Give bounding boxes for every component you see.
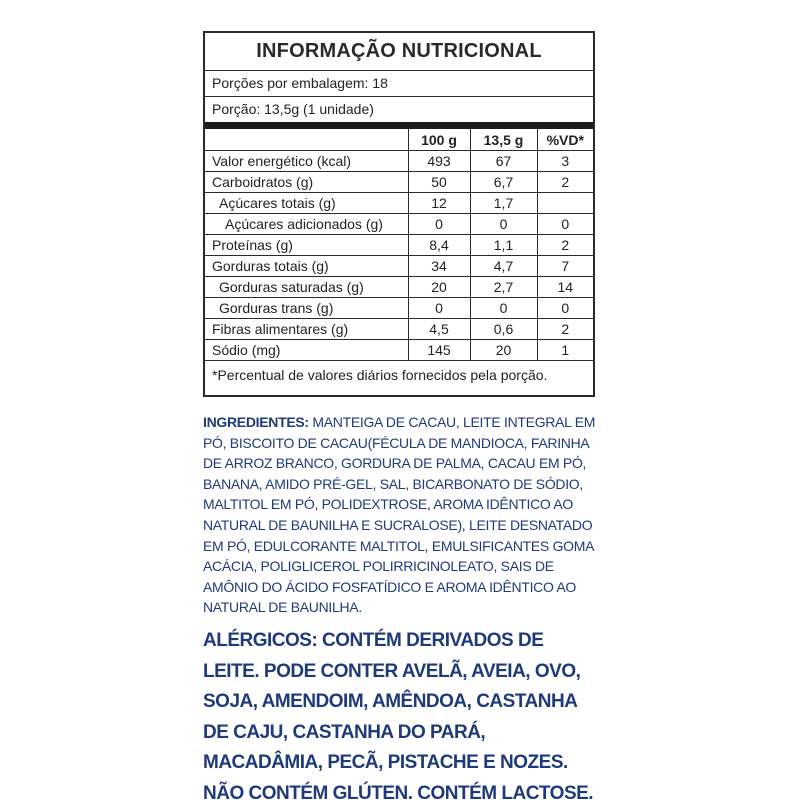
table-row xyxy=(205,214,593,235)
allergens-paragraph: ALÉRGICOS: CONTÉM DERIVADOS DE LEITE. PODE CONTER AVELÃ, AVEIA, OVO, SOJA, AMENDOIM, AMÊNDOA, CASTANHA DE CAJU, CASTANHA DO PARÁ, MACADÂMIA, PECÃ, PISTACHE E NOZES. NÃO CONTÉM GLÚTEN. CONTÉM LACTOSE. xyxy=(203,630,594,804)
row-value-portion: 67 xyxy=(470,151,537,172)
row-value-portion: 20 xyxy=(470,340,537,361)
row-value-vd: 1 xyxy=(537,340,593,361)
header-100g: 100 g xyxy=(408,129,470,151)
row-value-vd: 14 xyxy=(537,277,593,298)
row-value-vd: 2 xyxy=(537,172,593,193)
row-value-portion: 2,7 xyxy=(470,277,537,298)
row-label: Valor energético (kcal) xyxy=(205,151,408,172)
table-row xyxy=(205,298,593,319)
table-row xyxy=(205,193,593,214)
row-value-vd: 2 xyxy=(537,319,593,340)
row-value-portion: 6,7 xyxy=(470,172,537,193)
header-vd: %VD* xyxy=(537,129,593,151)
row-value-100g: 0 xyxy=(408,298,470,319)
table-row xyxy=(205,256,593,277)
serving-size: Porção: 13,5g (1 unidade) xyxy=(212,101,374,117)
header-portion: 13,5 g xyxy=(470,129,537,151)
row-value-100g: 12 xyxy=(408,193,470,214)
row-value-100g: 493 xyxy=(408,151,470,172)
row-label: Açúcares adicionados (g) xyxy=(205,214,408,235)
ingredients-label: INGREDIENTES: xyxy=(203,414,309,430)
nutrition-facts-panel xyxy=(203,31,595,397)
row-label: Gorduras totais (g) xyxy=(205,256,408,277)
row-value-vd: 3 xyxy=(537,151,593,172)
table-header-row xyxy=(205,129,593,151)
thick-divider xyxy=(205,122,593,129)
row-label: Açúcares totais (g) xyxy=(205,193,408,214)
row-label: Proteínas (g) xyxy=(205,235,408,256)
table-row xyxy=(205,319,593,340)
row-label: Fibras alimentares (g) xyxy=(205,319,408,340)
row-label: Sódio (mg) xyxy=(205,340,408,361)
row-value-100g: 4,5 xyxy=(408,319,470,340)
row-value-100g: 0 xyxy=(408,214,470,235)
row-value-100g: 34 xyxy=(408,256,470,277)
table-row xyxy=(205,340,593,361)
nutrition-title: INFORMAÇÃO NUTRICIONAL xyxy=(205,33,593,71)
row-value-100g: 50 xyxy=(408,172,470,193)
table-row xyxy=(205,235,593,256)
table-row xyxy=(205,151,593,172)
table-row xyxy=(205,172,593,193)
row-value-portion: 1,7 xyxy=(470,193,537,214)
servings-per-package: Porções por embalagem: 18 xyxy=(205,71,593,97)
row-value-vd xyxy=(537,193,593,214)
row-label: Carboidratos (g) xyxy=(205,172,408,193)
row-value-vd: 0 xyxy=(537,214,593,235)
row-value-100g: 145 xyxy=(408,340,470,361)
row-value-vd: 0 xyxy=(537,298,593,319)
row-label: Gorduras saturadas (g) xyxy=(205,277,408,298)
ingredients-text: MANTEIGA DE CACAU, LEITE INTEGRAL EM PÓ, BISCOITO DE CACAU(FÉCULA DE MANDIOCA, FARINHA DE ARROZ BRANCO, GORDURA DE PALMA, CACAU EM PÓ, BANANA, AMIDO PRÉ-GEL, SAL, BICARBONATO DE SÓDIO, MALTITOL EM PÓ, POLIDEXTROSE, AROMA IDÊNTICO AO NATURAL DE BAUNILHA E SUCRALOSE), LEITE DESNATADO EM PÓ, EDULCORANTE MALTITOL, EMULSIFICANTES GOMA ACÁCIA, POLIGLICEROL POLIRRICINOLEATO, SAIS DE AMÔNIO DO ÁCIDO FOSFATÍDICO E AROMA IDÊNTICO AO NATURAL DE BAUNILHA. xyxy=(203,414,596,616)
nutrition-table xyxy=(205,129,593,361)
vd-footnote: *Percentual de valores diários fornecidos pela porção. xyxy=(212,367,548,383)
row-value-100g: 20 xyxy=(408,277,470,298)
row-value-vd: 7 xyxy=(537,256,593,277)
table-row xyxy=(205,277,593,298)
row-value-portion: 1,1 xyxy=(470,235,537,256)
row-label: Gorduras trans (g) xyxy=(205,298,408,319)
header-blank xyxy=(205,129,408,151)
row-value-vd: 2 xyxy=(537,235,593,256)
row-value-portion: 4,7 xyxy=(470,256,537,277)
row-value-portion: 0 xyxy=(470,214,537,235)
row-value-100g: 8,4 xyxy=(408,235,470,256)
row-value-portion: 0 xyxy=(470,298,537,319)
row-value-portion: 0,6 xyxy=(470,319,537,340)
ingredients-paragraph xyxy=(203,412,603,618)
